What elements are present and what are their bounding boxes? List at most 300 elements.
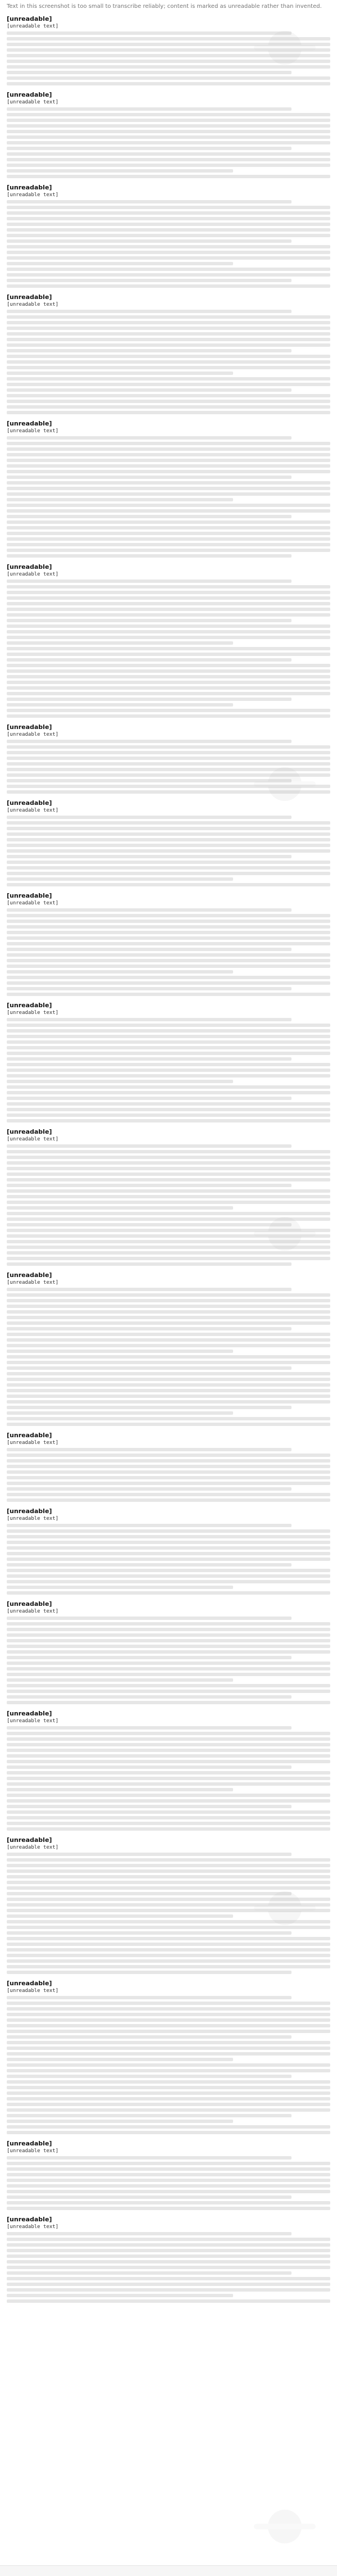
text-line [7, 1760, 330, 1763]
text-line [7, 692, 330, 695]
section-title: [unreadable] [7, 892, 52, 899]
text-line [7, 1810, 330, 1814]
text-line [7, 442, 330, 445]
text-line [7, 1262, 292, 1266]
text-line [7, 1799, 330, 1803]
text-line [7, 366, 330, 369]
text-line [7, 164, 330, 167]
text-line [7, 1383, 330, 1387]
text-line [7, 1996, 292, 1999]
text-line [7, 1102, 330, 1106]
text-line [7, 1299, 330, 1302]
document-section [7, 1980, 330, 2134]
text-line [7, 1701, 330, 1704]
text-line [7, 2091, 330, 2095]
watermark-icon [243, 2501, 327, 2552]
text-line [7, 1541, 330, 1544]
section-body: [unreadable text] [7, 900, 59, 906]
text-line [7, 82, 330, 85]
text-line [7, 1355, 330, 1359]
text-line [7, 1366, 292, 1370]
text-line [7, 2173, 330, 2176]
text-line [7, 1085, 330, 1089]
text-placeholder [7, 310, 330, 414]
text-line [7, 953, 330, 957]
text-line [7, 338, 330, 341]
text-line [7, 1217, 330, 1221]
text-line [7, 1097, 292, 1100]
text-line [7, 1417, 330, 1420]
text-line [7, 591, 330, 594]
text-line [7, 580, 292, 583]
text-line [7, 2232, 292, 2235]
text-placeholder [7, 200, 330, 288]
text-line [7, 1645, 330, 1648]
text-line [7, 1569, 330, 1572]
text-line [7, 1172, 330, 1176]
text-line [7, 2080, 330, 2084]
text-line [7, 1423, 330, 1426]
text-line [7, 773, 330, 777]
text-line [7, 239, 292, 243]
text-line [7, 1195, 330, 1198]
document-section [7, 1836, 330, 1974]
text-line [7, 349, 292, 352]
text-line [7, 65, 330, 69]
text-line [7, 107, 292, 111]
section-title: [unreadable] [7, 91, 52, 98]
text-line [7, 175, 330, 178]
text-line [7, 2207, 330, 2210]
document-sections [7, 15, 330, 2303]
text-line [7, 1240, 330, 1243]
text-placeholder [7, 436, 330, 558]
text-line [7, 284, 330, 288]
text-line [7, 1864, 330, 1867]
section-title: [unreadable] [7, 1271, 52, 1279]
text-line [7, 1189, 330, 1193]
text-line [7, 1639, 330, 1642]
text-line [7, 2288, 330, 2292]
text-line [7, 1229, 330, 1232]
text-placeholder [7, 1853, 330, 1974]
text-line [7, 624, 330, 628]
text-line [7, 2035, 292, 2039]
text-line [7, 653, 330, 656]
text-line [7, 1338, 330, 1342]
text-line [7, 790, 330, 794]
text-placeholder [7, 1524, 330, 1595]
text-line [7, 1656, 292, 1659]
text-line [7, 2114, 292, 2117]
text-line [7, 2249, 330, 2252]
text-line [7, 1487, 292, 1491]
text-line [7, 1069, 330, 1072]
text-line [7, 1448, 292, 1451]
document-section [7, 723, 330, 794]
text-line [7, 1018, 292, 1021]
text-line [7, 1529, 330, 1533]
text-line [7, 686, 330, 690]
text-line [7, 268, 330, 271]
text-line [7, 1184, 292, 1187]
text-line [7, 1869, 330, 1873]
text-line [7, 2018, 330, 2022]
section-body: [unreadable text] [7, 2224, 59, 2230]
text-line [7, 2201, 330, 2204]
text-line [7, 1726, 292, 1730]
text-line [7, 1662, 330, 1665]
section-body: [unreadable text] [7, 1440, 59, 1446]
text-line [7, 948, 292, 951]
text-line [7, 1684, 330, 1687]
text-line [7, 2243, 330, 2247]
section-title: [unreadable] [7, 1002, 52, 1009]
text-line [7, 1470, 330, 1474]
text-line [7, 1558, 330, 1561]
text-line [7, 1673, 330, 1676]
text-line [7, 2277, 330, 2280]
text-line [7, 1546, 330, 1550]
text-line [7, 310, 292, 313]
text-line [7, 1794, 330, 1797]
section-body: [unreadable text] [7, 1988, 59, 1994]
text-placeholder [7, 740, 330, 794]
text-line [7, 532, 330, 535]
text-line [7, 1178, 330, 1181]
text-line [7, 1937, 330, 1940]
text-line [7, 1156, 330, 1159]
text-line [7, 217, 330, 220]
text-line [7, 135, 330, 139]
text-line [7, 779, 292, 782]
text-line [7, 2002, 330, 2005]
text-line [7, 372, 233, 375]
section-body: [unreadable text] [7, 1845, 59, 1850]
text-line [7, 2086, 330, 2089]
text-line [7, 647, 330, 650]
text-line [7, 1892, 292, 1895]
text-line [7, 1024, 330, 1027]
text-line [7, 669, 330, 673]
text-line [7, 1144, 292, 1148]
text-line [7, 211, 330, 215]
text-line [7, 1350, 233, 1353]
text-line [7, 1119, 330, 1122]
text-line [7, 877, 233, 881]
section-body: [unreadable text] [7, 1280, 59, 1285]
text-line [7, 1150, 330, 1153]
text-line [7, 447, 330, 451]
text-line [7, 1827, 330, 1831]
text-line [7, 481, 330, 485]
text-line [7, 1251, 330, 1255]
text-line [7, 959, 330, 962]
text-line [7, 1822, 330, 1825]
text-line [7, 2108, 330, 2112]
text-line [7, 1395, 330, 1398]
text-line [7, 60, 330, 63]
document-section [7, 184, 330, 288]
section-body: [unreadable text] [7, 2148, 59, 2154]
text-line [7, 1875, 330, 1878]
text-line [7, 1563, 292, 1567]
section-title: [unreadable] [7, 2140, 52, 2147]
text-line [7, 2162, 330, 2165]
text-line [7, 745, 330, 749]
text-line [7, 1931, 292, 1935]
text-line [7, 1321, 330, 1325]
text-line [7, 273, 330, 277]
text-line [7, 1091, 330, 1094]
text-line [7, 343, 330, 347]
text-line [7, 2125, 330, 2129]
document-section [7, 1432, 330, 1502]
text-line [7, 119, 330, 122]
text-line [7, 1909, 330, 1912]
text-line [7, 1040, 330, 1044]
text-line [7, 844, 330, 847]
text-line [7, 1898, 330, 1901]
document-section [7, 1128, 330, 1266]
text-line [7, 1690, 330, 1693]
section-title: [unreadable] [7, 184, 52, 191]
text-line [7, 1400, 330, 1404]
text-line [7, 908, 292, 912]
document-section [7, 1600, 330, 1704]
section-title: [unreadable] [7, 2216, 52, 2223]
text-line [7, 2030, 330, 2033]
document-section [7, 1507, 330, 1595]
text-line [7, 509, 330, 513]
text-line [7, 936, 330, 940]
text-line [7, 476, 292, 479]
text-line [7, 1223, 292, 1226]
text-line [7, 436, 292, 440]
text-line [7, 976, 330, 979]
text-line [7, 1246, 330, 1249]
section-body: [unreadable text] [7, 1516, 59, 1522]
text-line [7, 1411, 233, 1415]
text-line [7, 76, 330, 80]
section-title: [unreadable] [7, 1710, 52, 1717]
text-line [7, 383, 330, 386]
text-line [7, 827, 330, 830]
text-line [7, 2266, 330, 2269]
text-line [7, 1465, 330, 1468]
text-line [7, 526, 330, 529]
section-body: [unreadable text] [7, 572, 59, 577]
text-line [7, 537, 330, 541]
text-line [7, 141, 330, 144]
text-line [7, 658, 292, 662]
text-placeholder [7, 816, 330, 886]
section-body: [unreadable text] [7, 808, 59, 813]
text-line [7, 2271, 292, 2275]
text-line [7, 832, 330, 836]
text-line [7, 1853, 292, 1856]
text-line [7, 1580, 330, 1583]
text-line [7, 1498, 330, 1502]
text-line [7, 2041, 330, 2044]
section-title: [unreadable] [7, 799, 52, 807]
text-line [7, 585, 330, 588]
text-line [7, 1113, 330, 1117]
text-line [7, 1493, 330, 1496]
text-line [7, 1063, 330, 1066]
text-line [7, 223, 330, 226]
text-line [7, 1914, 233, 1918]
text-line [7, 768, 330, 771]
text-line [7, 2131, 330, 2134]
text-line [7, 2238, 330, 2241]
section-body: [unreadable text] [7, 192, 59, 198]
text-placeholder [7, 1726, 330, 1831]
text-line [7, 1234, 330, 1238]
text-line [7, 464, 330, 468]
section-body: [unreadable text] [7, 1010, 59, 1016]
text-line [7, 1476, 330, 1479]
text-line [7, 619, 292, 622]
text-line [7, 1948, 330, 1952]
text-line [7, 1954, 330, 1957]
text-line [7, 43, 330, 46]
text-line [7, 1943, 330, 1946]
text-line [7, 515, 292, 518]
section-title: [unreadable] [7, 1507, 52, 1515]
text-line [7, 1316, 330, 1319]
section-body: [unreadable text] [7, 1137, 59, 1142]
text-line [7, 355, 330, 358]
text-line [7, 2179, 330, 2182]
text-line [7, 1765, 292, 1769]
text-line [7, 1454, 330, 1457]
text-line [7, 925, 330, 929]
text-line [7, 360, 330, 364]
text-line [7, 388, 292, 392]
text-line [7, 245, 330, 248]
text-line [7, 1782, 330, 1786]
text-line [7, 1057, 292, 1061]
text-line [7, 279, 292, 282]
text-line [7, 1574, 330, 1578]
text-line [7, 821, 330, 825]
text-placeholder [7, 1144, 330, 1266]
text-line [7, 2283, 330, 2286]
text-line [7, 698, 292, 701]
section-title: [unreadable] [7, 15, 52, 22]
text-line [7, 1667, 330, 1670]
text-line [7, 459, 330, 462]
text-line [7, 1965, 330, 1968]
text-line [7, 2069, 330, 2072]
text-line [7, 2047, 330, 2050]
text-line [7, 37, 330, 40]
text-line [7, 543, 330, 546]
text-line [7, 1052, 330, 1055]
text-line [7, 981, 330, 985]
transcription-notice: Text in this screenshot is too small to transcribe reliably; content is marked as unreadable rather than invented. [7, 3, 322, 10]
text-line [7, 1743, 330, 1746]
text-line [7, 866, 330, 870]
text-placeholder [7, 107, 330, 178]
text-line [7, 1881, 330, 1884]
text-line [7, 113, 330, 116]
text-line [7, 987, 292, 990]
text-line [7, 1959, 330, 1963]
text-line [7, 1886, 330, 1890]
document-section [7, 293, 330, 414]
text-line [7, 1552, 330, 1555]
text-line [7, 762, 330, 766]
text-line [7, 636, 330, 639]
text-line [7, 520, 330, 524]
text-line [7, 54, 330, 57]
text-placeholder [7, 1996, 330, 2134]
text-placeholder [7, 580, 330, 718]
text-line [7, 124, 330, 128]
text-line [7, 1482, 330, 1485]
section-title: [unreadable] [7, 1128, 52, 1135]
text-line [7, 2097, 330, 2100]
text-line [7, 2294, 233, 2297]
text-line [7, 1344, 330, 1347]
text-line [7, 2075, 292, 2078]
section-body: [unreadable text] [7, 24, 59, 29]
document-section [7, 1271, 330, 1426]
text-line [7, 1161, 330, 1165]
text-line [7, 1524, 292, 1527]
text-line [7, 554, 292, 558]
text-line [7, 2058, 233, 2061]
text-placeholder [7, 1288, 330, 1426]
text-line [7, 327, 330, 330]
text-placeholder [7, 31, 330, 85]
text-line [7, 315, 330, 319]
text-line [7, 1816, 330, 1819]
text-line [7, 1378, 330, 1381]
text-line [7, 714, 330, 718]
section-title: [unreadable] [7, 723, 52, 731]
text-line [7, 1805, 292, 1808]
text-line [7, 1206, 233, 1210]
text-line [7, 1732, 330, 1735]
text-line [7, 1771, 330, 1774]
text-line [7, 2195, 292, 2199]
section-body: [unreadable text] [7, 428, 59, 434]
text-line [7, 394, 330, 397]
text-line [7, 1080, 233, 1083]
text-line [7, 2007, 330, 2011]
text-line [7, 709, 330, 712]
text-line [7, 751, 330, 754]
text-line [7, 785, 330, 788]
text-line [7, 2299, 330, 2303]
text-line [7, 2156, 292, 2160]
text-line [7, 1858, 330, 1862]
document-section [7, 1710, 330, 1831]
text-line [7, 400, 330, 403]
text-line [7, 1035, 330, 1038]
document-section [7, 1002, 330, 1122]
text-line [7, 130, 330, 133]
text-line [7, 228, 330, 232]
text-line [7, 504, 330, 507]
text-line [7, 965, 330, 968]
text-line [7, 1257, 330, 1260]
document-section [7, 2140, 330, 2210]
text-line [7, 1333, 330, 1336]
